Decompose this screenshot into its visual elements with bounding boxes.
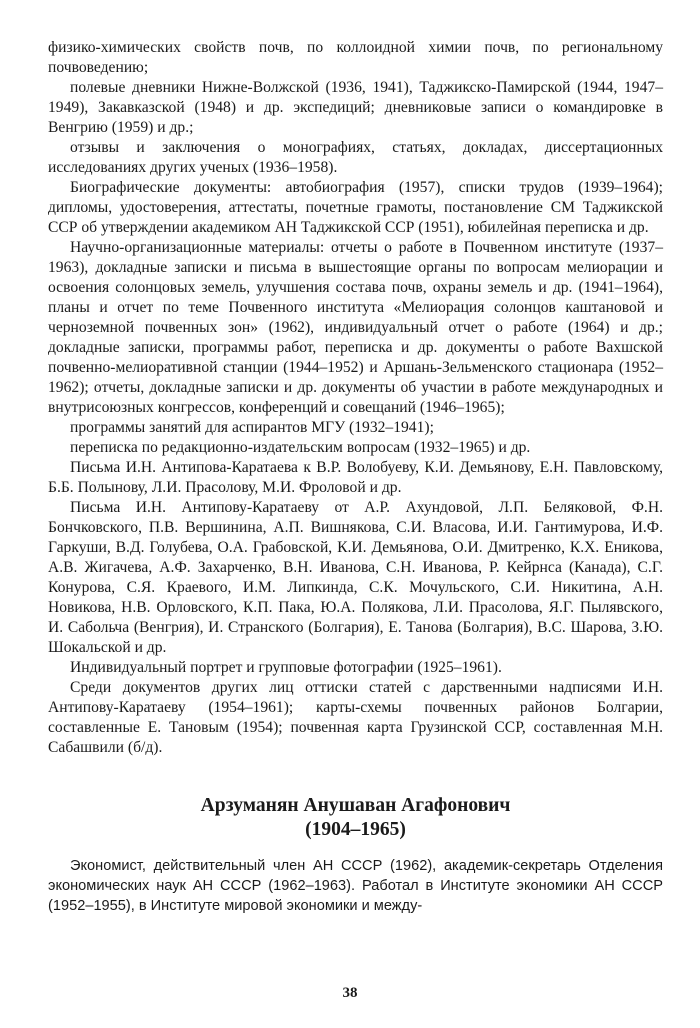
paragraph: физико-химических свойств почв, по коллоидной химии почв, по региональному почвоведению; <box>48 39 663 76</box>
person-years: (1904–1965) <box>305 819 406 840</box>
paragraph: переписка по редакционно-издательским вопросам (1932–1965) и др. <box>70 439 531 456</box>
paragraph: Индивидуальный портрет и групповые фотографии (1925–1961). <box>70 659 502 676</box>
section-heading <box>48 794 663 842</box>
paragraph: Среди документов других лиц оттиски статей с дарственными надписями И.Н. Антипову-Каратаеву (1954–1961); карты-схемы почвенных районов Болгарии, составленные Е. Тановым (1954); почвенная карта Грузинской ССР, составленная М.Н. Сабашвили (б/д). <box>48 679 663 756</box>
biography-text <box>48 856 663 916</box>
paragraph: Письма И.Н. Антипова-Каратаева к В.Р. Волобуеву, К.И. Демьянову, Е.Н. Павловскому, Б.Б. Полынову, Л.И. Прасолову, М.И. Фроловой и др. <box>48 459 663 496</box>
paragraph: Экономист, действительный член АН СССР (1962), академик-секретарь Отделения экономических наук АН СССР (1962–1963). Работал в Институте экономики АН СССР (1952–1955), в Институте мировой экономики и между- <box>48 858 663 914</box>
paragraph: Биографические документы: автобиография (1957), списки трудов (1939–1964); дипломы, удостоверения, аттестаты, почетные грамоты, постановление СМ Таджикской ССР об утверждении академиком АН Таджикской ССР (1951), юбилейная переписка и др. <box>48 179 663 236</box>
person-name: Арзуманян Анушаван Агафонович <box>200 795 511 816</box>
paragraph: Письма И.Н. Антипову-Каратаеву от А.Р. Ахундовой, Л.П. Беляковой, Ф.Н. Бончковского, П.В. Вершинина, А.П. Вишнякова, С.И. Власова, И.И. Гантимурова, И.Ф. Гаркуши, В.Д. Голубева, О.А. Грабовской, К.И. Демьянова, О.И. Дмитренко, К.Х. Еникова, А.В. Жигачева, А.Ф. Захарченко, В.Н. Иванова, С.Н. Иванова, Р. Кейрнса (Канада), С.Г. Конурова, С.Я. Краевого, И.М. Липкинда, С.К. Мочульского, С.И. Никитина, А.Н. Новикова, Н.В. Орловского, К.П. Пака, Ю.А. Полякова, Л.И. Прасолова, Я.Г. Пылявского, И. Сабольча (Венгрия), И. Странского (Болгария), Е. Танова (Болгария), В.С. Шарова, З.Ю. Шокальской и др. <box>48 499 663 656</box>
paragraph: отзывы и заключения о монографиях, статьях, докладах, диссертационных исследованиях других ученых (1936–1958). <box>48 139 663 176</box>
page-number: 38 <box>342 985 358 1001</box>
page-content <box>48 38 663 916</box>
paragraph: Научно-организационные материалы: отчеты о работе в Почвенном институте (1937–1963), докладные записки и письма в вышестоящие органы по вопросам мелиорации и освоения солонцовых земель, улучшения состава почв, охраны земель и др. (1941–1964), планы и отчет по теме Почвенного института «Мелиорация солонцов каштановой и черноземной почвенных зон» (1962), индивидуальный отчет о работе (1964) и др.; докладные записки, программы работ, переписка и др. документы о работе Вахшской почвенно-мелиоративной станции (1944–1952) и Аршань-Зельменского стационара (1952–1962); отчеты, докладные записки и др. документы об участии в работе международных и внутрисоюзных конгрессов, конференций и совещаний (1946–1965); <box>48 239 663 416</box>
fund-description <box>48 38 663 758</box>
paragraph: программы занятий для аспирантов МГУ (1932–1941); <box>70 419 434 436</box>
paragraph: полевые дневники Нижне-Волжской (1936, 1941), Таджикско-Памирской (1944, 1947–1949), Закавказской (1948) и др. экспедиций; дневниковые записи о командировке в Венгрию (1959) и др.; <box>48 79 663 136</box>
